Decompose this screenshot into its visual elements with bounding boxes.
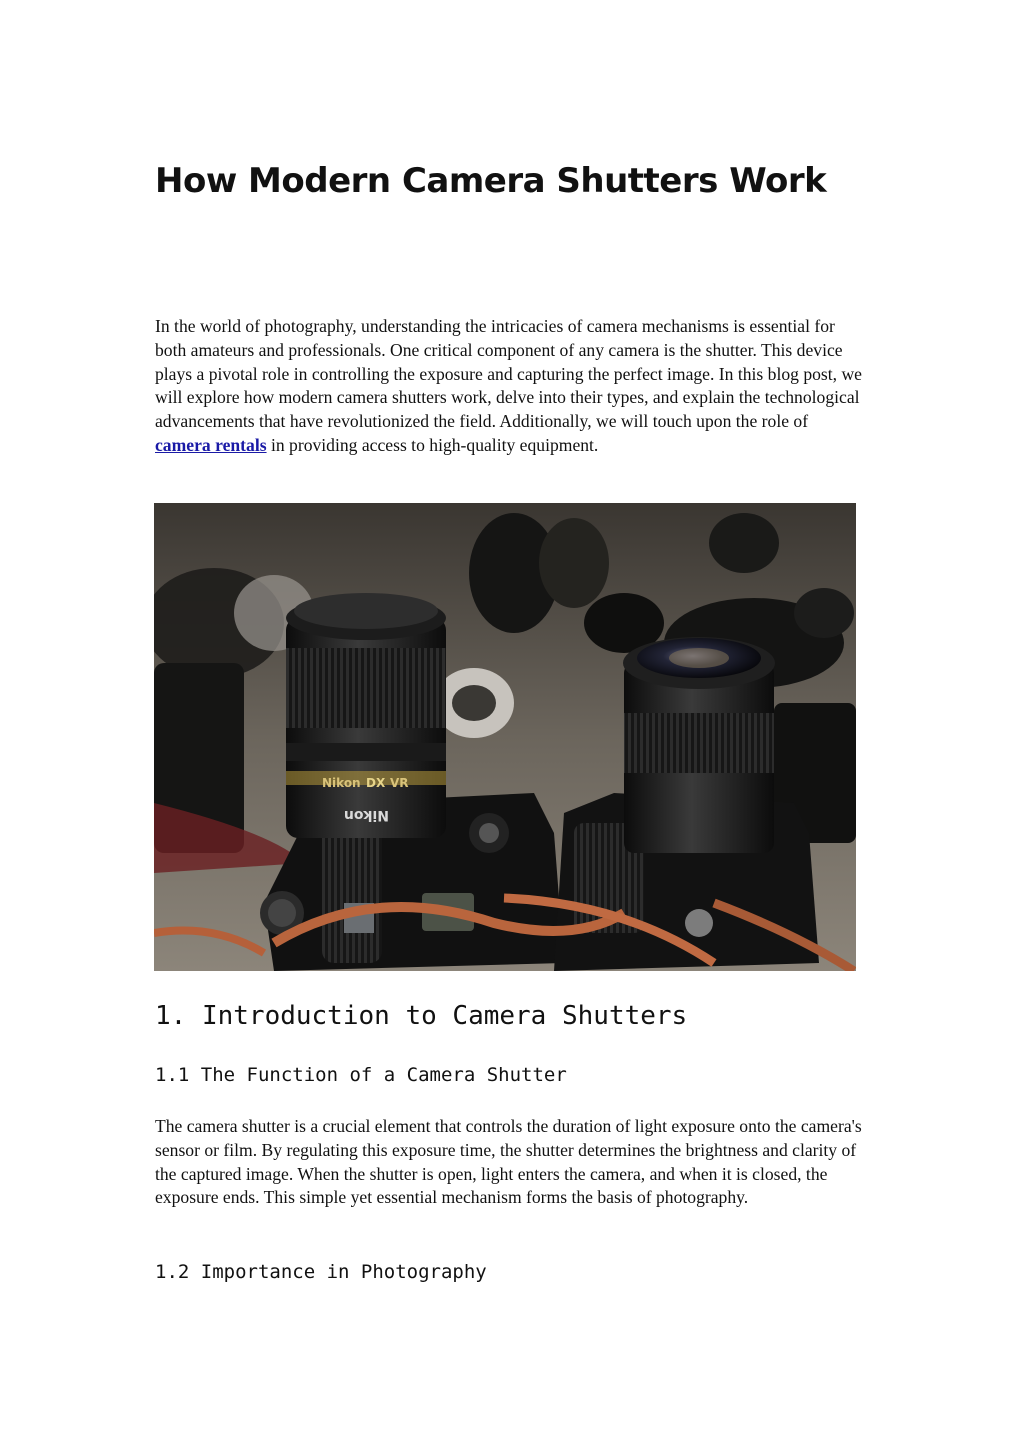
subsection-1-1-heading: 1.1 The Function of a Camera Shutter bbox=[155, 1064, 567, 1086]
section-1-heading: 1. Introduction to Camera Shutters bbox=[155, 1001, 688, 1031]
lens-brand-text: Nikon bbox=[322, 776, 361, 790]
camera-rentals-link[interactable]: camera rentals bbox=[155, 434, 267, 455]
intro-text-before-link: In the world of photography, understanding the intricacies of camera mechanisms is essential for both amateurs and professionals. One critical component of any camera is the shutter. This device plays a pivotal role in controlling the exposure and capturing the perfect image. In this blog post, we will explore how modern camera shutters work, delve into their types, and explain the technological advancements that have revolutionized the field. Additionally, we will touch upon the role of bbox=[155, 316, 862, 432]
subsection-1-1-body: The camera shutter is a crucial element that controls the duration of light exposure onto the camera's sensor or film. By regulating this exposure time, the shutter determines the brightness and clarity of the captured image. When the shutter is open, light enters the camera, and when it is closed, the exposure ends. This simple yet essential mechanism forms the basis of photography. bbox=[155, 1116, 862, 1208]
document-title: How Modern Camera Shutters Work bbox=[155, 161, 827, 201]
lens-dx-text: DX bbox=[366, 776, 386, 790]
subsection-1-2-heading: 1.2 Importance in Photography bbox=[155, 1261, 487, 1283]
lens-vr-text: VR bbox=[390, 776, 409, 790]
intro-paragraph bbox=[155, 315, 867, 458]
intro-text-after-link: in providing access to high-quality equipment. bbox=[266, 434, 599, 455]
body-brand-text: Nikon bbox=[343, 807, 389, 823]
cameras-photo bbox=[154, 503, 856, 971]
